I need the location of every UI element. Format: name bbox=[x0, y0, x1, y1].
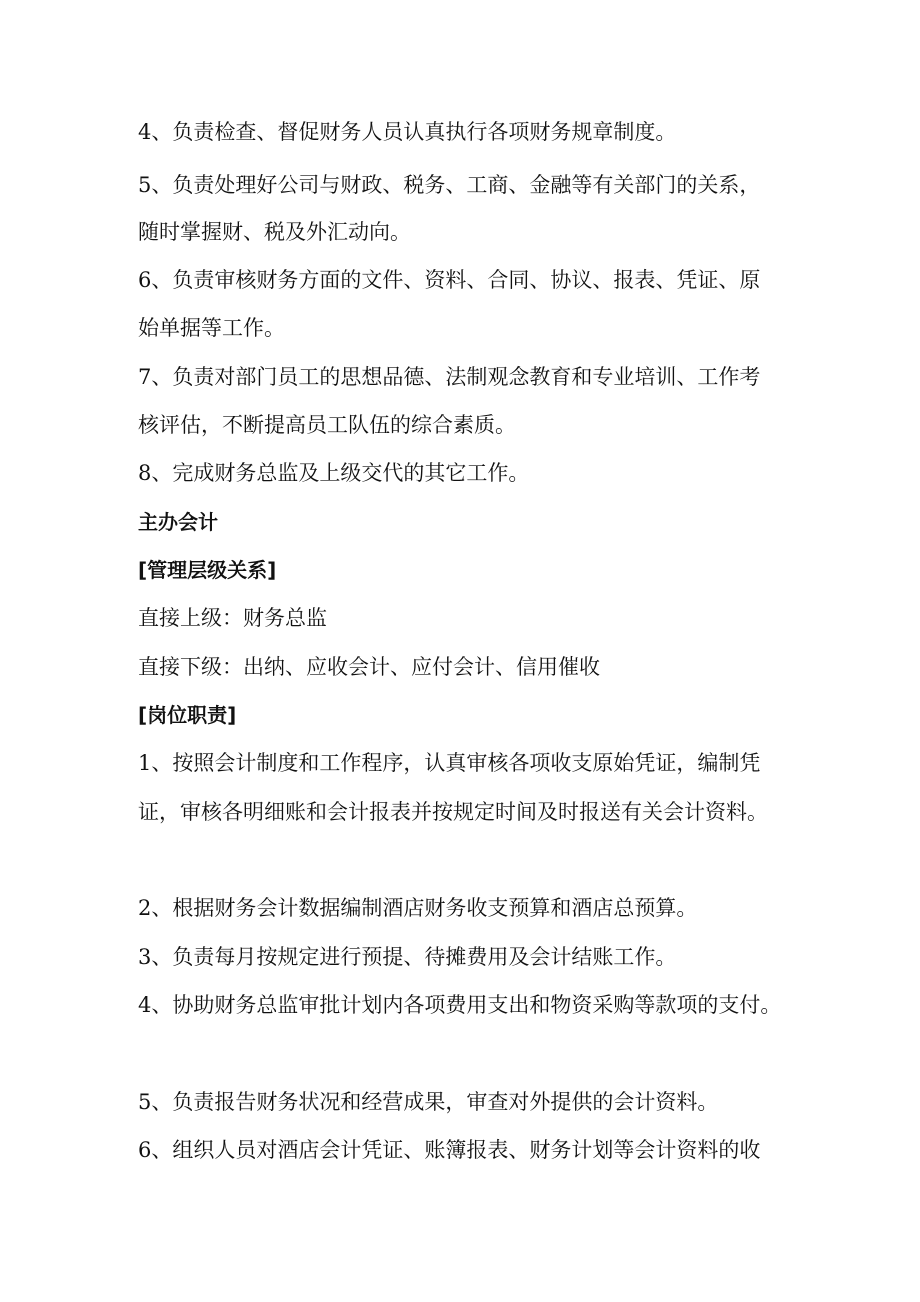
job-duty-5: 5、负责报告财务状况和经营成果，审查对外提供的会计资料。 bbox=[138, 1090, 719, 1114]
duty-item-5: 5、负责处理好公司与财政、税务、工商、金融等有关部门的关系， bbox=[138, 173, 761, 197]
duty-item-7: 7、负责对部门员工的思想品德、法制观念教育和专业培训、工作考 bbox=[138, 365, 761, 389]
duty-item-8: 8、完成财务总监及上级交代的其它工作。 bbox=[138, 461, 530, 485]
duty-item-5-continued: 随时掌握财、税及外汇动向。 bbox=[138, 220, 411, 244]
job-duty-1-continued: 证，审核各明细账和会计报表并按规定时间及时报送有关会计资料。 bbox=[138, 800, 768, 824]
section-title: 主办会计 bbox=[138, 510, 218, 534]
job-duty-3: 3、负责每月按规定进行预提、待摊费用及会计结账工作。 bbox=[138, 945, 677, 969]
direct-superior: 直接上级：财务总监 bbox=[138, 606, 327, 630]
job-duty-2: 2、根据财务会计数据编制酒店财务收支预算和酒店总预算。 bbox=[138, 896, 698, 920]
duty-item-6-continued: 始单据等工作。 bbox=[138, 316, 285, 340]
duty-item-4: 4、负责检查、督促财务人员认真执行各项财务规章制度。 bbox=[138, 120, 677, 144]
job-duty-6: 6、组织人员对酒店会计凭证、账簿报表、财务计划等会计资料的收 bbox=[138, 1138, 761, 1162]
job-duty-4: 4、协助财务总监审批计划内各项费用支出和物资采购等款项的支付。 bbox=[138, 993, 782, 1017]
job-duty-1: 1、按照会计制度和工作程序，认真审核各项收支原始凭证，编制凭 bbox=[138, 751, 761, 775]
heading-management-relations: [管理层级关系] bbox=[138, 558, 277, 582]
heading-job-duties: [岗位职责] bbox=[138, 703, 237, 727]
duty-item-7-continued: 核评估，不断提高员工队伍的综合素质。 bbox=[138, 413, 516, 437]
duty-item-6: 6、负责审核财务方面的文件、资料、合同、协议、报表、凭证、原 bbox=[138, 268, 761, 292]
direct-subordinates: 直接下级：出纳、应收会计、应付会计、信用催收 bbox=[138, 655, 600, 679]
